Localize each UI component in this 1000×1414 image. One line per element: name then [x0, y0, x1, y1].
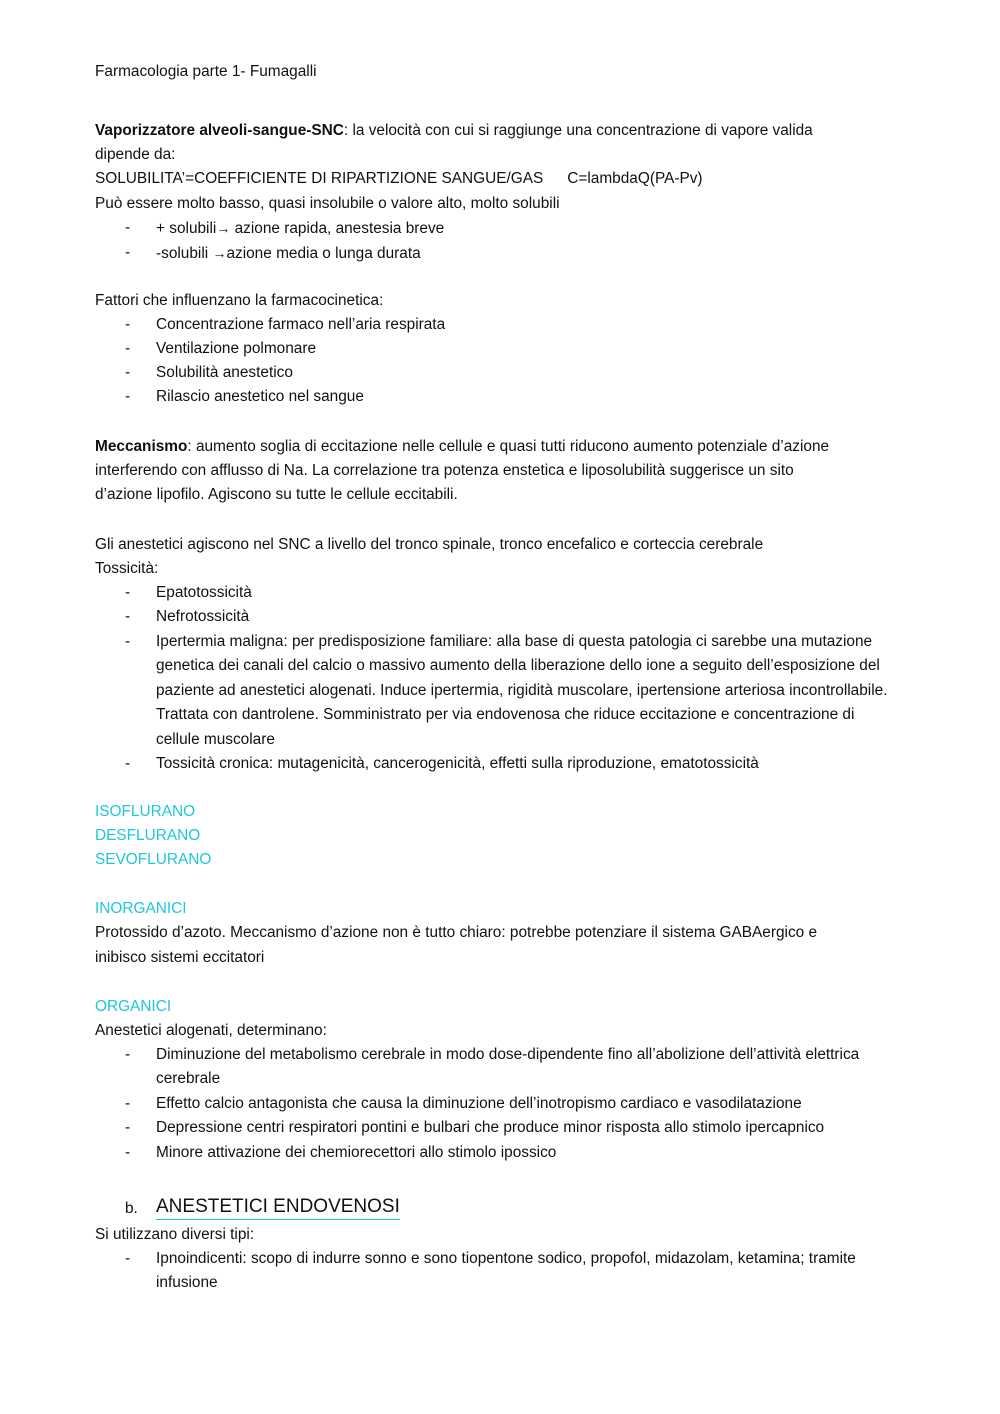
bullet-dash: -: [125, 340, 131, 357]
bullet-dash: -: [125, 608, 131, 625]
bullet-text: Minore attivazione dei chemiorecettori allo stimolo ipossico: [156, 1144, 557, 1161]
formula-label: SOLUBILITA’=COEFFICIENTE DI RIPARTIZIONE SANGUE/GAS: [95, 170, 544, 187]
bullet-text: azione rapida, anestesia breve: [230, 220, 445, 237]
bullet-text: + solubili: [156, 220, 217, 237]
bullet-dash: -: [125, 1144, 131, 1161]
paragraph-vaporizzatore: [95, 121, 813, 141]
bullet-dash: -: [125, 633, 131, 650]
text-line: interferendo con afflusso di Na. La correlazione tra potenza enstetica e liposolubilità suggerisce un sito: [95, 462, 794, 479]
formula: C=lambdaQ(PA-Pv): [567, 170, 703, 187]
bullet-text: Nefrotossicità: [156, 608, 250, 625]
drug-sevoflurano: SEVOFLURANO: [95, 851, 212, 868]
text-line: Può essere molto basso, quasi insolubile o valore alto, molto solubili: [95, 195, 560, 212]
bullet-text: Effetto calcio antagonista che causa la diminuzione dell’inotropismo cardiaco e vasodilatazione: [156, 1095, 802, 1112]
text-line: Protossido d’azoto. Meccanismo d’azione non è tutto chiaro: potrebbe potenziare il sistema GABAergico e: [95, 924, 818, 941]
drug-desflurano: DESFLURANO: [95, 827, 201, 844]
text-line: Anestetici alogenati, determinano:: [95, 1022, 327, 1039]
bullet-text: Concentrazione farmaco nell’aria respirata: [156, 316, 446, 333]
text-line: dipende da:: [95, 146, 176, 163]
bullet-text: -solubili: [156, 245, 213, 262]
term-meccanismo: Meccanismo: [95, 438, 188, 455]
bullet-dash: -: [125, 1119, 131, 1136]
bullet-text: Rilascio anestetico nel sangue: [156, 388, 364, 405]
bullet-text: Ipertermia maligna: per predisposizione familiare: alla base di questa patologia ci sarebbe una mutazione genetica dei canali del calcio o massivo aumento della liberazione dello ione a seguito dell’esposizione del paziente ad anestetici alogenati. Induce ipertermia, rigidità muscolare, ipertensione arteriosa incontrollabile. Trattata con dantrolene. Somministrato per via endovenosa che riduce eccitazione e concentrazione di cellule muscolare: [156, 633, 888, 748]
bullet-text: Epatotossicità: [156, 584, 252, 601]
arrow-icon: →: [212, 245, 227, 261]
text-line: d’azione lipofilo. Agiscono su tutte le cellule eccitabili.: [95, 486, 458, 503]
text: : la velocità con cui si raggiunge una concentrazione di vapore valida: [343, 122, 813, 139]
bullet-dash: -: [125, 755, 131, 772]
bullet-dash: -: [125, 1046, 131, 1063]
bullet-text: Depressione centri respiratori pontini e bulbari che produce minor risposta allo stimolo ipercapnico: [156, 1119, 825, 1136]
arrow-icon: →: [216, 220, 231, 236]
bullet-dash: -: [125, 316, 131, 333]
bullet-dash: -: [125, 388, 131, 405]
bullet-dash: -: [125, 364, 131, 381]
text-line: inibisco sistemi eccitatori: [95, 949, 265, 966]
subsection-letter: b.: [125, 1200, 138, 1217]
text-line: Fattori che influenzano la farmacocinetica:: [95, 292, 384, 309]
subsection-title: ANESTETICI ENDOVENOSI: [156, 1196, 400, 1220]
bullet-dash: -: [125, 584, 131, 601]
text-line: Gli anestetici agiscono nel SNC a livello del tronco spinale, tronco encefalico e corteccia cerebrale: [95, 536, 764, 553]
text-line: Tossicità:: [95, 560, 159, 577]
term-vaporizzatore: Vaporizzatore alveoli-sangue-SNC: [95, 122, 344, 139]
bullet-text: Diminuzione del metabolismo cerebrale in modo dose-dipendente fino all’abolizione dell’attività elettrica cerebrale: [156, 1046, 860, 1088]
drug-isoflurano: ISOFLURANO: [95, 803, 196, 820]
text-line: Si utilizzano diversi tipi:: [95, 1226, 255, 1243]
paragraph-meccanismo: [95, 437, 829, 457]
bullet-text: azione media o lunga durata: [226, 245, 421, 262]
bullet-dash: -: [125, 219, 131, 236]
page-header: Farmacologia parte 1- Fumagalli: [95, 63, 317, 80]
bullet-text: Ipnoindicenti: scopo di indurre sonno e sono tiopentone sodico, propofol, midazolam, ketamina; tramite infusione: [156, 1250, 856, 1292]
bullet-dash: -: [125, 1095, 131, 1112]
text: : aumento soglia di eccitazione nelle cellule e quasi tutti riducono aumento potenziale d’azione: [187, 438, 830, 455]
bullet-text: Ventilazione polmonare: [156, 340, 317, 357]
formula-line: [95, 169, 703, 189]
section-heading-organici: ORGANICI: [95, 998, 172, 1015]
bullet-text: Solubilità anestetico: [156, 364, 293, 381]
bullet-dash: -: [125, 1250, 131, 1267]
section-heading-inorganici: INORGANICI: [95, 900, 187, 917]
bullet-text: Tossicità cronica: mutagenicità, cancerogenicità, effetti sulla riproduzione, ematotossicità: [156, 755, 759, 772]
bullet-dash: -: [125, 244, 131, 261]
